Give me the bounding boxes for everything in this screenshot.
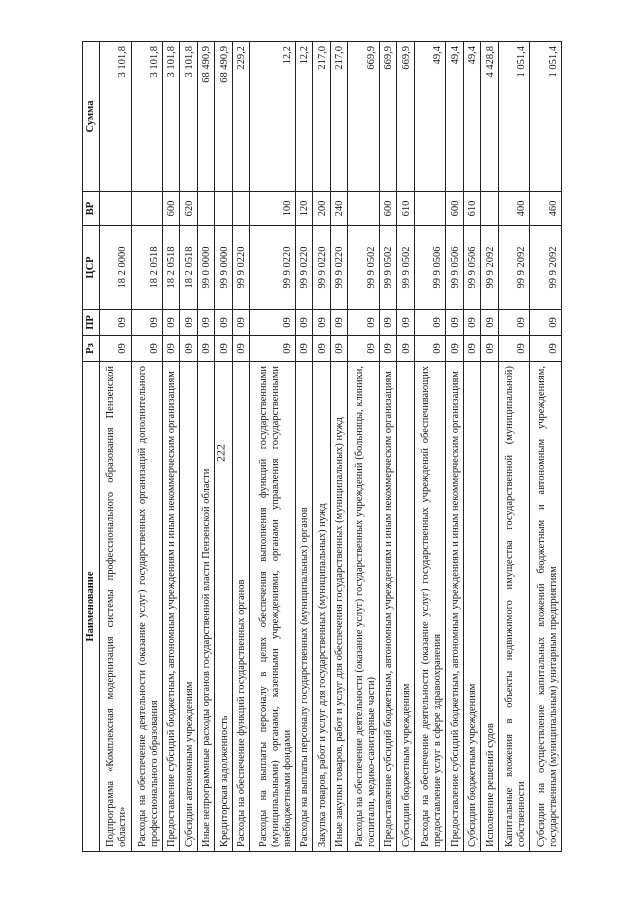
- row-name: Иные закупки товаров, работ и услуг для обеспечения государственных (муниципальных) нужд: [330, 362, 347, 852]
- row-csr: 99 9 0220: [250, 226, 296, 310]
- row-sum: 68 490,9: [197, 42, 214, 192]
- row-name: Расходы на выплаты персоналу государственных (муниципальных) органов: [295, 362, 312, 852]
- row-rz: 09: [215, 336, 232, 362]
- row-csr: 99 9 2092: [481, 226, 498, 310]
- table-row: [498, 42, 530, 852]
- row-pr: 09: [379, 310, 396, 336]
- row-sum: 49,4: [463, 42, 480, 192]
- row-rz: 09: [498, 336, 530, 362]
- row-pr: 09: [180, 310, 197, 336]
- row-name: Предоставление субсидий бюджетным, автономным учреждениям и иным некоммерческим организациям: [163, 362, 180, 852]
- row-csr: 99 9 0220: [295, 226, 312, 310]
- row-pr: 09: [414, 310, 446, 336]
- table-row: [379, 42, 396, 852]
- row-name: Исполнение решений судов: [481, 362, 498, 852]
- row-sum: 68 490,9: [215, 42, 232, 192]
- row-name: Подпрограмма «Комплексная модернизация системы профессионального образования Пензенской области»: [100, 362, 132, 852]
- row-rz: 09: [131, 336, 163, 362]
- table-row: [131, 42, 163, 852]
- row-pr: 09: [197, 310, 214, 336]
- table-row: [330, 42, 347, 852]
- row-sum: 3 101,8: [100, 42, 132, 192]
- row-pr: 09: [330, 310, 347, 336]
- table-header-row: [83, 42, 100, 852]
- row-sum: 669,9: [397, 42, 414, 192]
- row-vr: 600: [163, 192, 180, 226]
- row-sum: 669,9: [379, 42, 396, 192]
- row-csr: 18 2 0518: [131, 226, 163, 310]
- header-sum: Сумма: [83, 42, 100, 192]
- row-sum: 3 101,8: [180, 42, 197, 192]
- header-pr: ПР: [83, 310, 100, 336]
- row-vr: 240: [330, 192, 347, 226]
- row-rz: 09: [481, 336, 498, 362]
- row-pr: 09: [397, 310, 414, 336]
- row-name: Расходы на выплаты персоналу в целях обеспечения выполнения функций государственными (муниципальными) органами, казенными учреждениями, органами управления государственными внебюджетными фондами: [250, 362, 296, 852]
- row-csr: 99 9 0506: [463, 226, 480, 310]
- row-rz: 09: [446, 336, 463, 362]
- row-vr: 460: [530, 192, 562, 226]
- row-csr: 99 0 0000: [197, 226, 214, 310]
- row-vr: 600: [446, 192, 463, 226]
- row-rz: 09: [348, 336, 380, 362]
- row-name: Субсидии автономным учреждениям: [180, 362, 197, 852]
- table-row: [180, 42, 197, 852]
- row-sum: 49,4: [414, 42, 446, 192]
- row-rz: 09: [100, 336, 132, 362]
- row-csr: 99 9 0502: [397, 226, 414, 310]
- row-sum: 3 101,8: [163, 42, 180, 192]
- row-name: Субсидии бюджетным учреждениям: [397, 362, 414, 852]
- row-name: Расходы на обеспечение деятельности (оказание услуг) государственных учреждений (больницы, клиники, госпитали, медико-санитарные части): [348, 362, 380, 852]
- table-row: [530, 42, 562, 852]
- table-row: [313, 42, 330, 852]
- row-vr: 600: [379, 192, 396, 226]
- row-rz: 09: [163, 336, 180, 362]
- row-pr: 09: [498, 310, 530, 336]
- row-vr: 610: [397, 192, 414, 226]
- row-sum: 217,0: [313, 42, 330, 192]
- row-csr: 99 9 2092: [498, 226, 530, 310]
- row-vr: [197, 192, 214, 226]
- row-rz: 09: [313, 336, 330, 362]
- header-csr: ЦСР: [83, 226, 100, 310]
- row-pr: 09: [348, 310, 380, 336]
- row-rz: 09: [295, 336, 312, 362]
- row-name: Расходы на обеспечение функций государственных органов: [232, 362, 249, 852]
- table-row: [463, 42, 480, 852]
- row-csr: 18 2 0518: [163, 226, 180, 310]
- table-row: [295, 42, 312, 852]
- row-vr: [481, 192, 498, 226]
- row-sum: 12,2: [295, 42, 312, 192]
- row-rz: 09: [530, 336, 562, 362]
- row-sum: 3 101,8: [131, 42, 163, 192]
- row-csr: 99 9 0506: [414, 226, 446, 310]
- table-row: [232, 42, 249, 852]
- row-pr: 09: [313, 310, 330, 336]
- row-vr: 100: [250, 192, 296, 226]
- table-row: [215, 42, 232, 852]
- row-csr: 99 9 0220: [313, 226, 330, 310]
- row-pr: 09: [250, 310, 296, 336]
- table-row: [197, 42, 214, 852]
- row-name: Капитальные вложения в объекты недвижимого имущества государственной (муниципальной) собственности: [498, 362, 530, 852]
- row-pr: 09: [481, 310, 498, 336]
- row-pr: 09: [295, 310, 312, 336]
- row-pr: 09: [446, 310, 463, 336]
- page-number: 222: [213, 444, 228, 462]
- row-vr: [232, 192, 249, 226]
- row-sum: 12,2: [250, 42, 296, 192]
- row-pr: 09: [215, 310, 232, 336]
- row-pr: 09: [163, 310, 180, 336]
- row-name: Предоставление субсидий бюджетным, автономным учреждениям и иным некоммерческим организациям: [446, 362, 463, 852]
- row-vr: [348, 192, 380, 226]
- row-rz: 09: [180, 336, 197, 362]
- row-sum: 669,9: [348, 42, 380, 192]
- row-csr: 99 9 0220: [330, 226, 347, 310]
- table-row: [163, 42, 180, 852]
- row-csr: 18 2 0518: [180, 226, 197, 310]
- row-name: Расходы на обеспечение деятельности (оказание услуг) государственных организаций дополнительного профессионального образования: [131, 362, 163, 852]
- row-vr: 400: [498, 192, 530, 226]
- row-csr: 99 9 0506: [446, 226, 463, 310]
- row-name: Расходы на обеспечение деятельности (оказание услуг) государственных учреждений обеспечивающих предоставление услуг в сфере здравоохранения: [414, 362, 446, 852]
- header-vr: ВР: [83, 192, 100, 226]
- table-row: [100, 42, 132, 852]
- row-name: Иные непрограммные расходы органов государственной власти Пензенской области: [197, 362, 214, 852]
- row-csr: 99 9 0220: [232, 226, 249, 310]
- table-row: [414, 42, 446, 852]
- row-rz: 09: [250, 336, 296, 362]
- row-csr: 99 9 0000: [215, 226, 232, 310]
- row-name: Кредиторская задолженность: [215, 362, 232, 852]
- row-vr: 620: [180, 192, 197, 226]
- row-name: Субсидии на осуществление капитальных вложений бюджетным и автономным учреждениям, государственным (муниципальным) унитарным предприятиям: [530, 362, 562, 852]
- row-sum: 49,4: [446, 42, 463, 192]
- table-row: [250, 42, 296, 852]
- table-row: [446, 42, 463, 852]
- rotated-table-container: [82, 42, 562, 852]
- row-vr: [215, 192, 232, 226]
- row-rz: 09: [232, 336, 249, 362]
- row-csr: 18 2 0000: [100, 226, 132, 310]
- table-row: [397, 42, 414, 852]
- row-rz: 09: [414, 336, 446, 362]
- row-vr: 200: [313, 192, 330, 226]
- row-sum: 4 428,8: [481, 42, 498, 192]
- row-vr: [414, 192, 446, 226]
- row-pr: 09: [131, 310, 163, 336]
- row-rz: 09: [397, 336, 414, 362]
- header-name: Наименование: [83, 362, 100, 852]
- row-pr: 09: [530, 310, 562, 336]
- table-row: [348, 42, 380, 852]
- row-vr: 610: [463, 192, 480, 226]
- row-pr: 09: [100, 310, 132, 336]
- row-csr: 99 9 0502: [379, 226, 396, 310]
- row-vr: [100, 192, 132, 226]
- row-name: Предоставление субсидий бюджетным, автономным учреждениям и иным некоммерческим организациям: [379, 362, 396, 852]
- row-rz: 09: [330, 336, 347, 362]
- row-rz: 09: [379, 336, 396, 362]
- row-name: Субсидии бюджетным учреждениям: [463, 362, 480, 852]
- row-rz: 09: [463, 336, 480, 362]
- header-rz: Рз: [83, 336, 100, 362]
- row-csr: 99 9 0502: [348, 226, 380, 310]
- table-row: [481, 42, 498, 852]
- row-vr: 120: [295, 192, 312, 226]
- row-pr: 09: [232, 310, 249, 336]
- row-sum: 1 051,4: [530, 42, 562, 192]
- row-rz: 09: [197, 336, 214, 362]
- row-vr: [131, 192, 163, 226]
- row-sum: 229,2: [232, 42, 249, 192]
- row-sum: 1 051,4: [498, 42, 530, 192]
- row-csr: 99 9 2092: [530, 226, 562, 310]
- row-pr: 09: [463, 310, 480, 336]
- budget-table: [82, 41, 562, 852]
- row-sum: 217,0: [330, 42, 347, 192]
- row-name: Закупка товаров, работ и услуг для государственных (муниципальных) нужд: [313, 362, 330, 852]
